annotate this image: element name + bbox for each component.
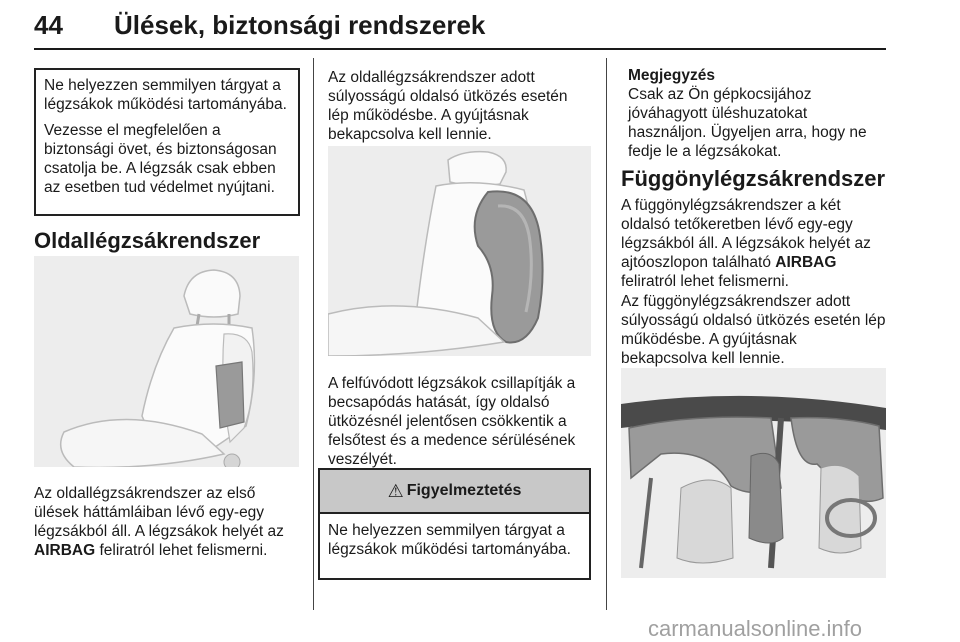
column-divider-1 <box>313 58 314 610</box>
safety-notice-text-2: Vezesse el megfelelően a biztonsági övet, és biztonságosan csatolja be. A légzsák csak ebben az esetben tud védelmet nyújtani. <box>44 122 277 196</box>
watermark-text: carmanualsonline.info <box>648 616 863 641</box>
page-number: 44 <box>34 10 63 40</box>
note-text: Csak az Ön gépkocsijához jóváhagyott üléshuzatokat használjon. Ügyeljen arra, hogy ne fedje le a légzsákokat. <box>628 86 867 160</box>
warning-text: Ne helyezzen semmilyen tárgyat a légzsákok működési tartományába. <box>328 522 571 558</box>
curtain-airbag-illustration <box>621 368 886 578</box>
safety-notice-box <box>34 68 300 216</box>
note-label: Megjegyzés <box>628 67 716 84</box>
chapter-title: Ülések, biztonsági rendszerek <box>114 10 486 40</box>
warning-title: Figyelmeztetés <box>406 482 522 499</box>
warning-box <box>318 468 591 580</box>
side-airbag-description: Az oldallégzsákrendszer az első ülések háttámláiban lévő egy-egy légzsákból áll. A légzsákok helyét az AIRBAG feliratról lehet felismerni. <box>34 485 284 559</box>
warning-header <box>320 470 589 514</box>
warning-triangle-icon: ⚠ <box>387 480 404 501</box>
airbag-label-text: AIRBAG <box>34 542 96 559</box>
side-airbag-heading: Oldallégzsákrendszer <box>34 228 261 253</box>
header-rule <box>34 48 886 50</box>
curtain-airbag-description: A függönylégzsákrendszer a két oldalsó tetőkeretben lévő egy-egy légzsákból áll. A légzsákok helyét az ajtóoszlopon található AIRBAG feliratról lehet felismerni. <box>621 197 871 290</box>
curtain-airbag-heading: Függönylégzsákrendszer <box>621 166 886 191</box>
side-airbag-inflated-illustration <box>328 146 591 356</box>
column-divider-2 <box>606 58 607 610</box>
airbag-effect-text: A felfúvódott légzsákok csillapítják a becsapódás hatását, így oldalsó ütközésnél jelentősen csökkentik a felsőtest és a medence sérülésének veszélyét. <box>328 375 576 468</box>
safety-notice-text-1: Ne helyezzen semmilyen tárgyat a légzsákok működési tartományába. <box>44 77 287 113</box>
note-block <box>628 66 888 161</box>
side-airbag-seat-illustration <box>34 256 299 467</box>
page-header <box>34 10 886 44</box>
side-airbag-activation-text: Az oldallégzsákrendszer adott súlyosságú oldalsó ütközés esetén lép működésbe. A gyújtásnak bekapcsolva kell lennie. <box>328 69 568 143</box>
airbag-label-text-2: AIRBAG <box>775 254 837 271</box>
curtain-airbag-activation-text: Az függönylégzsákrendszer adott súlyosságú oldalsó ütközés esetén lép működésbe. A gyújtásnak bekapcsolva kell lennie. <box>621 293 886 367</box>
